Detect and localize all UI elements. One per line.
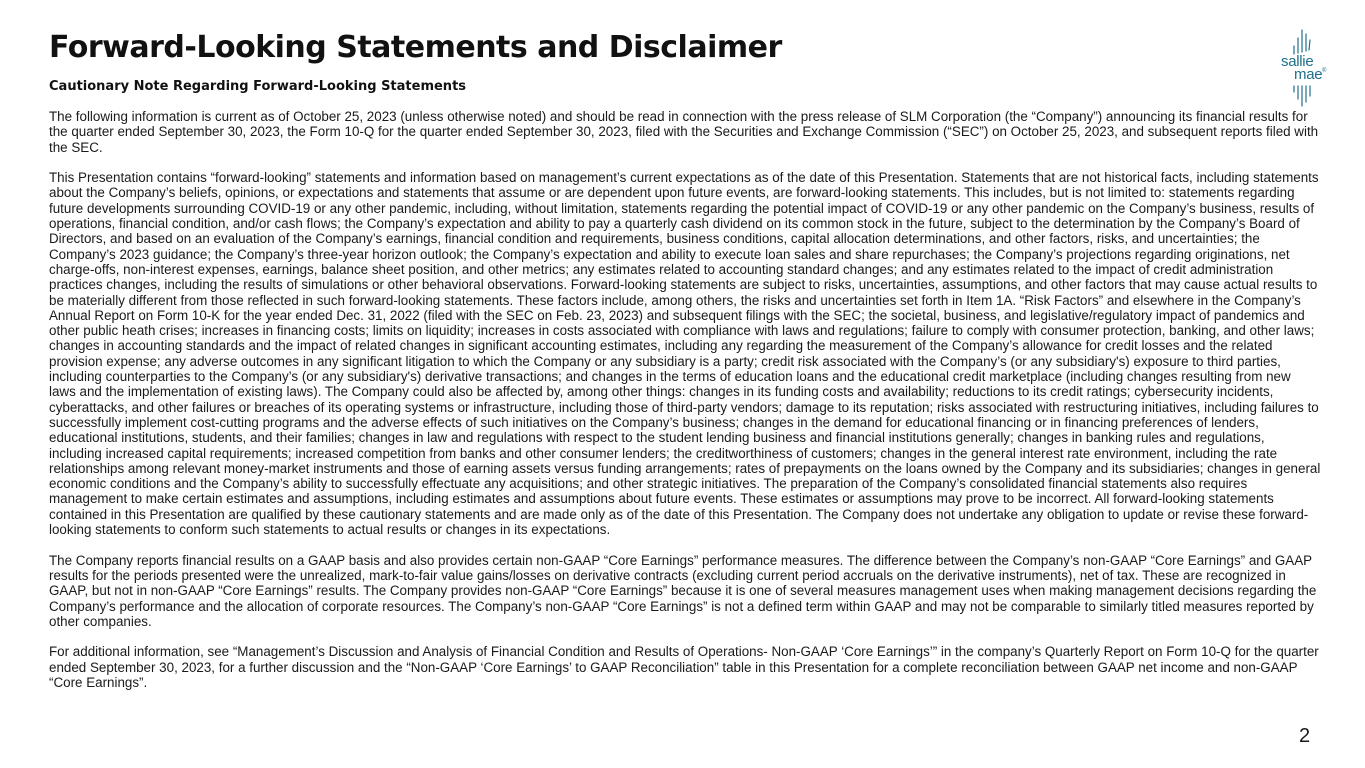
logo-text-line2: mae [1294, 66, 1323, 83]
logo-text-line1: sallie [1281, 53, 1314, 70]
paragraph-current-info: The following information is current as of October 25, 2023 (unless otherwise noted) and should be read in connection with the press release of SLM Corporation (the “Company”) announcing its financial results for the quarter ended September 30, 2023, the Form 10-Q for the quarter ended September 30, 2023, filed with the Securities and Exchange Commission (“SEC”) on October 25, 2023, and subsequent reports filed with the SEC. [49, 109, 1319, 155]
paragraph-non-gaap: The Company reports financial results on a GAAP basis and also provides certain non-GAAP “Core Earnings” performance measures. The difference between the Company’s non-GAAP “Core Earnings” and GAAP results for the periods presented were the unrealized, mark-to-fair value gains/losses on derivative contracts (excluding current period accruals on the derivative instruments), net of tax. These are recognized in GAAP, but not in non-GAAP “Core Earnings” results. The Company provides non-GAAP “Core Earnings” because it is one of several measures management uses when making management decisions regarding the Company’s performance and the allocation of corporate resources. The Company’s non-GAAP “Core Earnings” is not a defined term within GAAP and may not be comparable to similarly titled measures reported by other companies. [49, 552, 1317, 629]
sallie-mae-logo [1274, 28, 1338, 108]
paragraph-forward-looking: This Presentation contains “forward-looking” statements and information based on management’s current expectations as of the date of this Presentation. Statements that are not historical facts, including statements about the Company’s beliefs, opinions, or expectations and statements that assume or are dependent upon future events, are forward-looking statements. This includes, but is not limited to: statements regarding future developments surrounding COVID-19 or any other pandemic, including, without limitation, statements regarding the potential impact of COVID-19 or any other pandemic on the Company’s business, results of operations, financial condition, and/or cash flows; the Company’s expectation and ability to pay a quarterly cash dividend on its common stock in the future, subject to the determination by the Company’s Board of Directors, and based on an evaluation of the Company’s earnings, financial condition and requirements, business conditions, capital allocation determinations, and other factors, risks, and uncertainties; the Company’s 2023 guidance; the Company’s three-year horizon outlook; the Company’s expectation and ability to execute loan sales and share repurchases; the Company’s projections regarding originations, net charge-offs, non-interest expenses, earnings, balance sheet position, and other metrics; any estimates related to accounting standard changes; and any estimates related to the impact of credit administration practices changes, including the results of simulations or other behavioral observations. Forward-looking statements are subject to risks, uncertainties, assumptions, and other factors that may cause actual results to be materially different from those reflected in such forward-looking statements. These factors include, among others, the risks and uncertainties set forth in Item 1A. “Risk Factors” and elsewhere in the Company’s Annual Report on Form 10-K for the year ended Dec. 31, 2022 (filed with the SEC on Feb. 23, 2023) and subsequent filings with the SEC; the societal, business, and legislative/regulatory impact of pandemics and other public heath crises; increases in financing costs; limits on liquidity; increases in costs associated with compliance with laws and regulations; failure to comply with consumer protection, banking, and other laws; changes in accounting standards and the impact of related changes in significant accounting estimates, including any regarding the measurement of the Company’s allowance for credit losses and the related provision expense; any adverse outcomes in any significant litigation to which the Company or any subsidiary is a party; credit risk associated with the Company’s (or any subsidiary's) exposure to third parties, including counterparties to the Company’s (or any subsidiary's) derivative transactions; and changes in the terms of education loans and the educational credit marketplace (including changes resulting from new laws and the implementation of existing laws). The Company could also be affected by, among other things: changes in its funding costs and availability; reductions to its credit ratings; cybersecurity incidents, cyberattacks, and other failures or breaches of its operating systems or infrastructure, including those of third-party vendors; damage to its reputation; risks associated with restructuring initiatives, including failures to successfully implement cost-cutting programs and the adverse effects of such initiatives on the Company’s business; changes in the demand for educational financing or in financing preferences of lenders, educational institutions, students, and their families; changes in law and regulations with respect to the student lending business and financial institutions generally; changes in banking rules and regulations, including increased capital requirements; increased competition from banks and other consumer lenders; the creditworthiness of customers; changes in the general interest rate environment, including the rate relationships among relevant money-market instruments and those of earning assets versus funding arrangements; rates of prepayments on the loans owned by the Company and its subsidiaries; changes in general economic conditions and the Company’s ability to successfully effectuate any acquisitions; and other strategic initiatives. The preparation of the Company’s consolidated financial statements also requires management to make certain estimates and assumptions, including estimates and assumptions about future events. These estimates or assumptions may prove to be incorrect. All forward-looking statements contained in this Presentation are qualified by these cautionary statements and are made only as of the date of this Presentation. The Company does not undertake any obligation to update or revise these forward-looking statements to conform such statements to actual results or changes in its expectations. [49, 170, 1321, 538]
page-number: 2 [1299, 725, 1311, 747]
section-subtitle: Cautionary Note Regarding Forward-Looking Statements [49, 79, 467, 94]
paragraph-additional-info: For additional information, see “Management’s Discussion and Analysis of Financial Condition and Results of Operations- Non-GAAP ‘Core Earnings’” in the company’s Quarterly Report on Form 10-Q for the quarter ended September 30, 2023, for a further discussion and the “Non-GAAP ‘Core Earnings’ to GAAP Reconciliation” table in this Presentation for a complete reconciliation between GAAP net income and non-GAAP “Core Earnings”. [49, 644, 1319, 690]
registered-mark: ® [1322, 68, 1327, 74]
page-title: Forward-Looking Statements and Disclaimer [49, 30, 782, 65]
disclaimer-body [49, 109, 1321, 706]
